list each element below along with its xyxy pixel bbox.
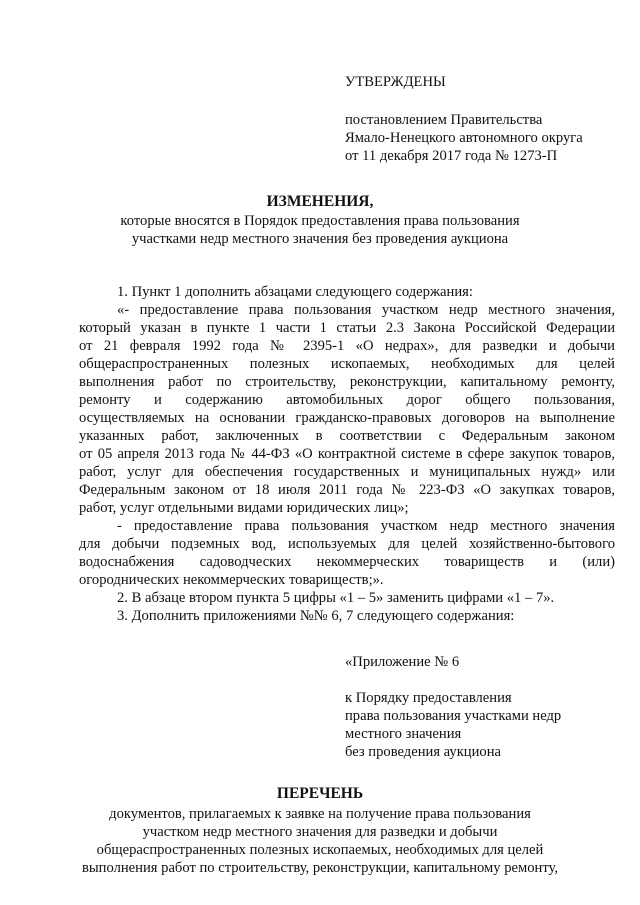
paragraph-line: указанных работ, заключенных в соответствии с Федеральным законом bbox=[79, 428, 615, 444]
paragraph-line: водоснабжения садоводческих некоммерческих товариществ и (или) bbox=[79, 554, 615, 570]
appendix-line: без проведения аукциона bbox=[345, 744, 502, 760]
paragraph-line: 1. Пункт 1 дополнить абзацами следующего содержания: bbox=[117, 284, 473, 300]
list-subtitle-line: общераспространенных полезных ископаемых, необходимых для целей bbox=[96, 842, 544, 858]
list-subtitle-line: выполнения работ по строительству, реконструкции, капитальному ремонту, bbox=[81, 860, 558, 876]
paragraph-line: общераспространенных полезных ископаемых, необходимых для целей bbox=[79, 356, 615, 372]
changes-title: ИЗМЕНЕНИЯ, bbox=[266, 193, 374, 210]
list-title: ПЕРЕЧЕНЬ bbox=[276, 785, 364, 802]
paragraph-line: для добычи подземных вод, используемых для целей хозяйственно-бытового bbox=[79, 536, 615, 552]
appendix-line: местного значения bbox=[345, 726, 462, 742]
appendix-title: «Приложение № 6 bbox=[345, 654, 460, 670]
approval-line: Ямало-Ненецкого автономного округа bbox=[345, 130, 583, 146]
list-subtitle-line: участком недр местного значения для разведки и добычи bbox=[142, 824, 498, 840]
paragraph-line: работ, услуг отдельными видами юридических лиц»; bbox=[79, 500, 409, 516]
paragraph-line: выполнения работ по строительству, реконструкции, капитальному ремонту, bbox=[79, 374, 615, 390]
changes-subtitle-line: которые вносятся в Порядок предоставления права пользования bbox=[120, 213, 520, 229]
paragraph-line: работ, услуг для обеспечения государственных и муниципальных нужд» или bbox=[79, 464, 615, 480]
paragraph-line: «- предоставление права пользования участком недр местного значения, bbox=[117, 302, 615, 318]
paragraph-line: от 21 февраля 1992 года № 2395-1 «О недрах», для разведки и добычи bbox=[79, 338, 615, 354]
paragraph-line: 2. В абзаце втором пункта 5 цифры «1 – 5» заменить цифрами «1 – 7». bbox=[117, 590, 555, 606]
approval-line: от 11 декабря 2017 года № 1273-П bbox=[345, 148, 558, 164]
paragraph-line: от 05 апреля 2013 года № 44-ФЗ «О контрактной системе в сфере закупок товаров, bbox=[79, 446, 615, 462]
approval-title: УТВЕРЖДЕНЫ bbox=[345, 74, 446, 90]
paragraph-line: 3. Дополнить приложениями №№ 6, 7 следующего содержания: bbox=[117, 608, 515, 624]
appendix-line: права пользования участками недр bbox=[345, 708, 562, 724]
paragraph-line: огороднических некоммерческих товариществ;». bbox=[79, 572, 384, 588]
approval-line: постановлением Правительства bbox=[345, 112, 543, 128]
paragraph-line: осуществляемых на основании гражданско-правовых договоров на выполнение bbox=[79, 410, 615, 426]
paragraph-line: который указан в пункте 1 части 1 статьи 2.3 Закона Российской Федерации bbox=[79, 320, 615, 336]
paragraph-line: ремонту и содержанию автомобильных дорог общего пользования, bbox=[79, 392, 615, 408]
paragraph-line: - предоставление права пользования участком недр местного значения bbox=[117, 518, 615, 534]
changes-subtitle-line: участками недр местного значения без проведения аукциона bbox=[131, 231, 509, 247]
list-subtitle-line: документов, прилагаемых к заявке на получение права пользования bbox=[109, 806, 531, 822]
appendix-line: к Порядку предоставления bbox=[345, 690, 512, 706]
paragraph-line: Федеральным законом от 18 июля 2011 года № 223-ФЗ «О закупках товаров, bbox=[79, 482, 615, 498]
